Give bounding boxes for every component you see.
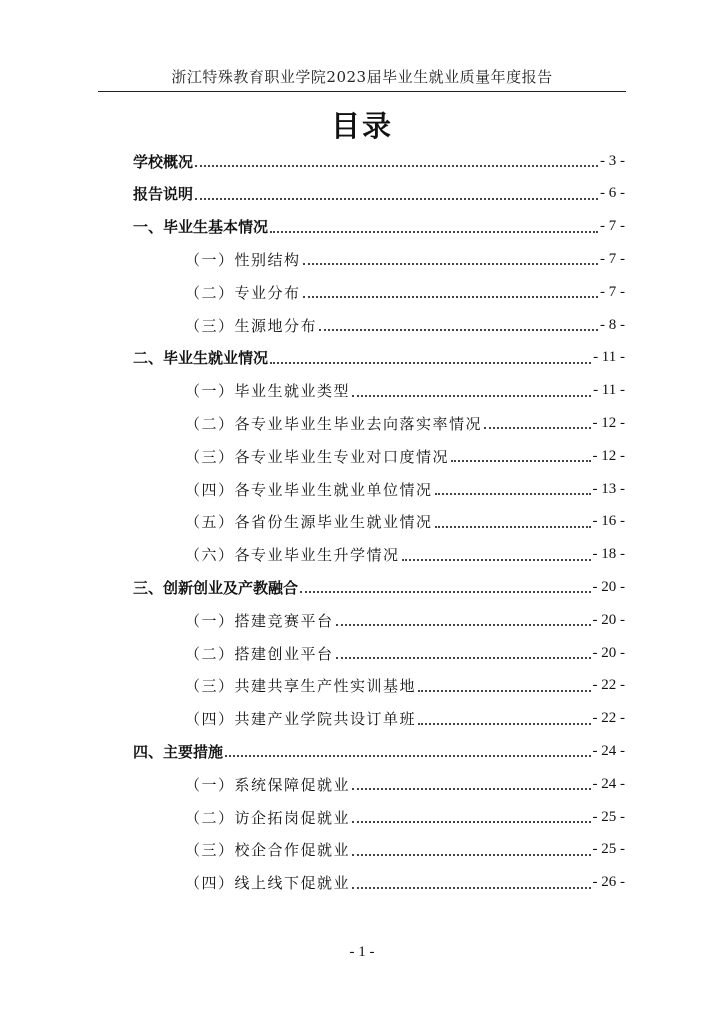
- toc-entry-label: （六）各专业毕业生升学情况: [185, 546, 400, 565]
- toc-entry[interactable]: [133, 146, 625, 176]
- toc-entry[interactable]: [185, 605, 625, 635]
- toc-entry[interactable]: [185, 244, 625, 274]
- toc-dot-leader: [352, 821, 590, 823]
- toc-entry-page: - 25 -: [592, 841, 625, 858]
- toc-entry-label: 二、毕业生就业情况: [133, 349, 269, 368]
- toc-entry[interactable]: [185, 868, 625, 898]
- toc-dot-leader: [300, 591, 590, 593]
- toc-entry[interactable]: [185, 507, 625, 537]
- toc-entry[interactable]: [185, 310, 625, 340]
- toc-dot-leader: [484, 427, 590, 429]
- toc-entry-label: （四）共建产业学院共设订单班: [185, 710, 417, 729]
- toc-entry-page: - 8 -: [600, 316, 625, 333]
- toc-entry-label: 四、主要措施: [133, 742, 224, 761]
- toc-dot-leader: [352, 887, 590, 889]
- toc-entry-page: - 24 -: [592, 775, 625, 792]
- toc-entry-page: - 20 -: [592, 578, 625, 595]
- toc-dot-leader: [303, 263, 598, 265]
- toc-entry-label: 三、创新创业及产教融合: [133, 578, 299, 597]
- toc-entry-label: （三）生源地分布: [185, 316, 318, 335]
- toc-entry[interactable]: [185, 441, 625, 471]
- toc-entry-page: - 26 -: [592, 874, 625, 891]
- toc-entry-page: - 25 -: [592, 808, 625, 825]
- toc-entry-page: - 6 -: [600, 185, 625, 202]
- toc-entry-page: - 11 -: [593, 382, 625, 399]
- toc-entry[interactable]: [185, 638, 625, 668]
- toc-dot-leader: [336, 657, 591, 659]
- toc-entry-page: - 22 -: [592, 710, 625, 727]
- toc-entry-page: - 7 -: [600, 250, 625, 267]
- toc-entry-label: 学校概况: [133, 152, 194, 171]
- toc-entry-page: - 7 -: [600, 218, 625, 235]
- toc-entry[interactable]: [185, 540, 625, 570]
- toc-entry-page: - 22 -: [592, 677, 625, 694]
- toc-entry[interactable]: [185, 835, 625, 865]
- page-number: - 1 -: [349, 944, 375, 960]
- toc-entry-page: - 13 -: [592, 480, 625, 497]
- toc-entry-label: （一）性别结构: [185, 250, 301, 269]
- toc-dot-leader: [402, 559, 591, 561]
- toc-entry[interactable]: [185, 802, 625, 832]
- toc-entry-label: （一）系统保障促就业: [185, 775, 351, 794]
- toc-entry-page: - 7 -: [600, 283, 625, 300]
- toc-dot-leader: [336, 624, 591, 626]
- toc-entry-label: （二）专业分布: [185, 283, 301, 302]
- toc-dot-leader: [225, 755, 590, 757]
- toc-dot-leader: [195, 165, 598, 167]
- toc-entry-page: - 12 -: [592, 447, 625, 464]
- toc-entry-label: （四）线上线下促就业: [185, 874, 351, 893]
- toc-entry-label: （三）各专业毕业生专业对口度情况: [185, 447, 450, 466]
- toc-entry-label: （一）毕业生就业类型: [185, 382, 351, 401]
- toc-dot-leader: [418, 690, 590, 692]
- toc-entry-label: （一）搭建竞赛平台: [185, 611, 334, 630]
- toc-entry-page: - 20 -: [592, 611, 625, 628]
- toc-entry-label: 一、毕业生基本情况: [133, 218, 269, 237]
- toc-dot-leader: [270, 362, 591, 364]
- toc-entry-page: - 20 -: [592, 644, 625, 661]
- toc-entry[interactable]: [185, 376, 625, 406]
- toc-entry-label: （四）各专业毕业生就业单位情况: [185, 480, 433, 499]
- toc-entry[interactable]: [185, 277, 625, 307]
- toc-entry[interactable]: [133, 343, 625, 373]
- toc-dot-leader: [418, 723, 590, 725]
- toc-entry-label: （三）校企合作促就业: [185, 841, 351, 860]
- toc-entry-label: （二）各专业毕业生毕业去向落实率情况: [185, 414, 483, 433]
- toc-entry[interactable]: [185, 704, 625, 734]
- toc-dot-leader: [303, 296, 598, 298]
- toc-dot-leader: [352, 788, 590, 790]
- toc-entry-page: - 11 -: [593, 349, 625, 366]
- toc-entry[interactable]: [133, 212, 625, 242]
- toc-dot-leader: [451, 460, 590, 462]
- toc-entry[interactable]: [185, 671, 625, 701]
- running-header: 浙江特殊教育职业学院2023届毕业生就业质量年度报告: [171, 68, 553, 86]
- toc-dot-leader: [435, 493, 591, 495]
- toc-entry-page: - 18 -: [592, 546, 625, 563]
- toc-dot-leader: [270, 231, 598, 233]
- toc-entry[interactable]: [185, 408, 625, 438]
- toc-entry[interactable]: [133, 736, 625, 766]
- toc-entry-label: （五）各省份生源毕业生就业情况: [185, 513, 433, 532]
- toc-entry-page: - 16 -: [592, 513, 625, 530]
- header-rule: [98, 91, 626, 92]
- toc-dot-leader: [352, 854, 590, 856]
- toc-entry[interactable]: [185, 474, 625, 504]
- toc-entry-page: - 24 -: [592, 742, 625, 759]
- toc-entry[interactable]: [133, 572, 625, 602]
- toc-entry-label: 报告说明: [133, 185, 194, 204]
- toc-entry-label: （三）共建共享生产性实训基地: [185, 677, 417, 696]
- toc-dot-leader: [319, 329, 598, 331]
- toc-entry-label: （二）搭建创业平台: [185, 644, 334, 663]
- toc-dot-leader: [352, 395, 591, 397]
- toc-entry-label: （二）访企拓岗促就业: [185, 808, 351, 827]
- toc-title: 目录: [330, 109, 393, 143]
- toc-entry-page: - 3 -: [600, 152, 625, 169]
- toc-entry[interactable]: [133, 179, 625, 209]
- toc-dot-leader: [195, 198, 598, 200]
- toc-entry[interactable]: [185, 769, 625, 799]
- toc-dot-leader: [435, 526, 591, 528]
- toc-entry-page: - 12 -: [592, 414, 625, 431]
